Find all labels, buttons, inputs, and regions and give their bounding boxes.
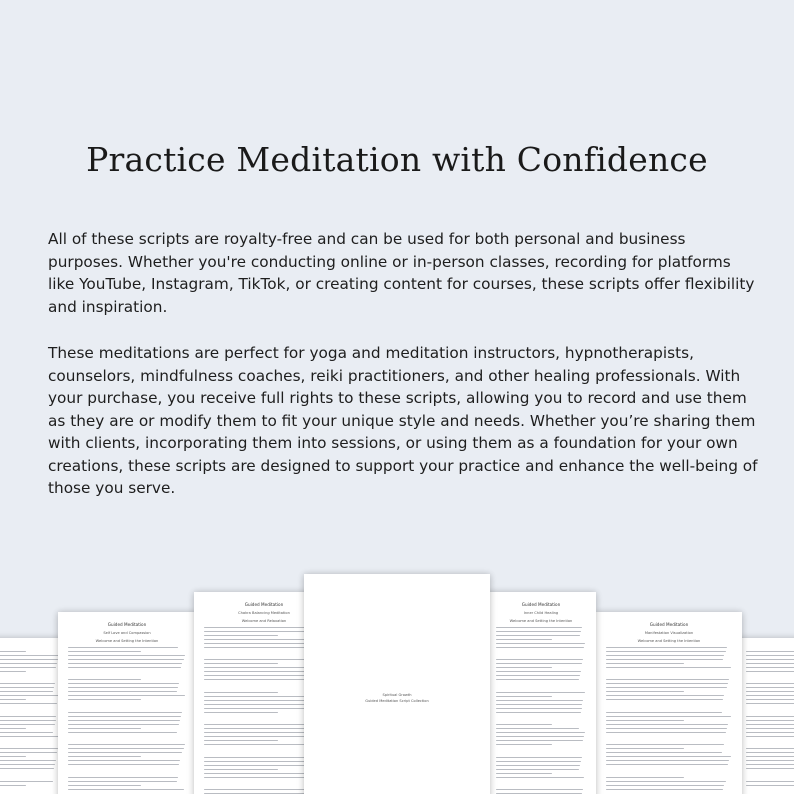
text-line [204, 667, 317, 668]
text-line [204, 765, 314, 766]
paragraph-gap [0, 740, 60, 746]
text-line [496, 732, 585, 733]
text-line [204, 789, 319, 790]
text-line [606, 756, 731, 757]
text-line [68, 691, 177, 692]
text-line [68, 655, 185, 656]
text-line [606, 647, 727, 648]
text-line [746, 732, 794, 733]
text-line [606, 655, 724, 656]
text-line [68, 732, 177, 733]
text-line [204, 761, 316, 762]
script-page-self-love [58, 612, 196, 794]
text-line [0, 748, 58, 749]
page-text-lines [606, 647, 732, 790]
text-line [0, 659, 58, 660]
text-line [204, 700, 319, 701]
text-line [68, 760, 180, 761]
text-line [606, 744, 724, 745]
text-line [496, 635, 580, 636]
text-line [606, 679, 729, 680]
text-line [496, 744, 552, 745]
text-line [204, 777, 320, 778]
paragraph-gap [746, 707, 794, 713]
script-page-inner-child [486, 592, 596, 794]
text-line [606, 732, 726, 733]
paragraph-gap [746, 772, 794, 778]
text-line [204, 659, 319, 660]
text-line [496, 761, 581, 762]
paragraph-gap [0, 772, 60, 778]
intro-paragraph: All of these scripts are royalty-free and can be used for both personal and business purposes. Whether you're conducting online or in-person classes, recording for platforms like YouTube, Instagram, TikTok, or creating content for courses, these scripts offer flexibility and inspiration. [48, 230, 755, 316]
paragraph-gap [0, 707, 60, 713]
text-line [0, 760, 56, 761]
page-title: Practice Meditation with Confidence [86, 140, 708, 180]
text-line [746, 655, 794, 656]
text-line [204, 769, 278, 770]
text-line [496, 789, 583, 790]
text-line [746, 728, 794, 729]
text-line [0, 720, 56, 721]
text-line [496, 736, 584, 737]
text-line [496, 643, 585, 644]
paragraph-gap [68, 736, 186, 742]
text-line [606, 748, 684, 749]
text-line [0, 699, 26, 700]
text-line [606, 728, 727, 729]
text-line [606, 687, 727, 688]
text-line [606, 691, 684, 692]
paragraph-gap [0, 675, 60, 681]
text-line [68, 712, 182, 713]
text-line [0, 655, 59, 656]
text-line [606, 777, 684, 778]
paragraph-gap [606, 736, 732, 742]
text-line [0, 728, 26, 729]
text-line [746, 699, 794, 700]
page-section: Welcome and Setting the Intention [509, 619, 573, 623]
paragraph-gap [496, 716, 586, 722]
text-line [68, 728, 141, 729]
text-line [68, 720, 180, 721]
text-line [68, 748, 184, 749]
page-subheading: Inner Child Healing [523, 611, 559, 615]
text-line [204, 736, 320, 737]
text-line [746, 667, 794, 668]
text-line [204, 631, 316, 632]
text-line [204, 635, 278, 636]
text-line [68, 651, 141, 652]
text-line [68, 716, 181, 717]
paragraph-gap [606, 768, 732, 774]
script-pages-preview [0, 560, 794, 794]
text-line [746, 756, 794, 757]
page-heading: Guided Meditation [521, 602, 561, 607]
text-line [204, 692, 278, 693]
text-line [496, 663, 582, 664]
page-subheading: Self Love and Compassion [103, 631, 151, 635]
text-line [68, 764, 179, 765]
text-line [68, 647, 178, 648]
text-line [68, 724, 179, 725]
text-line [496, 692, 585, 693]
text-line [68, 752, 182, 753]
text-line [0, 703, 57, 704]
text-line [496, 700, 583, 701]
text-line [204, 675, 314, 676]
text-line [204, 704, 318, 705]
page-heading: Guided Meditation [649, 622, 689, 627]
text-line [0, 732, 53, 733]
text-line [0, 756, 26, 757]
text-line [746, 720, 794, 721]
text-line [204, 627, 317, 628]
text-line [606, 712, 722, 713]
cover-title: Spiritual Growth [382, 693, 412, 697]
page-heading: Guided Meditation [244, 602, 284, 607]
text-line [746, 671, 794, 672]
text-line [68, 781, 177, 782]
paragraph-gap [496, 651, 586, 657]
paragraph-gap [496, 781, 586, 787]
text-line [496, 724, 552, 725]
text-line [606, 716, 731, 717]
text-line [606, 760, 729, 761]
text-line [746, 764, 794, 765]
text-line [496, 773, 552, 774]
text-line [746, 703, 794, 704]
paragraph-gap [746, 675, 794, 681]
text-line [496, 740, 583, 741]
text-line [746, 760, 794, 761]
text-line [606, 720, 684, 721]
page-text-lines [746, 651, 794, 786]
paragraph-gap [606, 703, 732, 709]
text-line [496, 712, 581, 713]
text-line [68, 687, 178, 688]
text-line [68, 679, 141, 680]
page-text-lines [496, 627, 586, 794]
text-line [204, 708, 317, 709]
text-line [0, 781, 53, 782]
text-line [68, 699, 141, 700]
text-line [0, 667, 56, 668]
text-line [606, 781, 726, 782]
text-line [68, 756, 141, 757]
text-line [746, 724, 794, 725]
text-line [606, 785, 724, 786]
text-line [496, 757, 582, 758]
paragraph-gap [606, 671, 732, 677]
text-line [0, 683, 55, 684]
page-section: Welcome and Relaxation [241, 619, 287, 623]
page-heading: Guided Meditation [107, 622, 147, 627]
text-line [68, 695, 185, 696]
text-line [204, 724, 314, 725]
text-line [68, 744, 185, 745]
text-line [606, 764, 728, 765]
text-line [68, 659, 184, 660]
text-line [496, 728, 579, 729]
text-line [0, 671, 26, 672]
text-line [0, 691, 53, 692]
text-line [204, 712, 278, 713]
text-line [746, 736, 794, 737]
paragraph-gap [68, 671, 186, 677]
page-subheading: Chakra Balancing Meditation [238, 611, 290, 615]
text-line [746, 695, 794, 696]
text-line [746, 785, 794, 786]
text-line [496, 659, 583, 660]
text-line [496, 647, 584, 648]
text-line [746, 716, 794, 717]
text-line [496, 765, 580, 766]
text-line [606, 651, 726, 652]
text-line [746, 651, 794, 652]
page-section: Welcome and Setting the Intention [637, 639, 701, 643]
text-line [0, 752, 57, 753]
text-line [496, 769, 579, 770]
script-page-manifestation [596, 612, 742, 794]
text-line [746, 691, 794, 692]
text-line [0, 663, 57, 664]
text-line [204, 663, 278, 664]
text-line [68, 777, 178, 778]
text-line [606, 663, 684, 664]
text-line [0, 785, 26, 786]
text-line [0, 768, 54, 769]
text-line [204, 744, 318, 745]
paragraph-gap [746, 740, 794, 746]
text-line [204, 647, 320, 648]
page-text-lines [68, 647, 186, 790]
text-line [68, 667, 181, 668]
text-line [606, 667, 731, 668]
text-line [496, 777, 584, 778]
text-line [496, 696, 552, 697]
text-line [606, 699, 723, 700]
text-line [0, 764, 55, 765]
script-collection-cover [304, 574, 490, 794]
text-line [496, 631, 581, 632]
text-line [496, 627, 582, 628]
text-line [204, 740, 278, 741]
text-line [68, 663, 182, 664]
text-line [746, 659, 794, 660]
page-section: Welcome and Setting the Intention [95, 639, 159, 643]
cover-subtitle: Guided Meditation Script Collection [365, 699, 429, 703]
text-line [496, 704, 582, 705]
audience-paragraph: These meditations are perfect for yoga and meditation instructors, hypnotherapists, counselors, mindfulness coaches, reiki practitioners, and other healing professionals. With your purchase, you receive full rights to these scripts, allowing you to record and use them as they are or modify them to fit your unique style and needs. Whether you’re sharing them with clients, incorporating them into sessions, or using them as a foundation for your own creations, these scripts are designed to support your practice and enhance the well-being of those you serve. [48, 344, 758, 497]
text-line [606, 659, 723, 660]
page-subheading: Manifestation Visualization [644, 631, 694, 635]
text-line [496, 708, 582, 709]
text-line [204, 696, 320, 697]
paragraph-gap [68, 768, 186, 774]
text-line [68, 683, 179, 684]
text-line [606, 789, 723, 790]
script-page-far-right [736, 638, 794, 794]
text-line [0, 651, 26, 652]
paragraph-gap [68, 703, 186, 709]
text-line [496, 679, 579, 680]
text-line [746, 768, 794, 769]
text-line [0, 687, 54, 688]
text-line [746, 683, 794, 684]
text-line [606, 695, 724, 696]
text-line [0, 716, 56, 717]
paragraph-gap [496, 683, 586, 689]
text-line [0, 736, 59, 737]
text-line [204, 671, 316, 672]
text-line [746, 687, 794, 688]
text-line [746, 752, 794, 753]
page-text-lines [0, 651, 60, 786]
text-line [746, 748, 794, 749]
text-line [606, 683, 728, 684]
text-line [496, 667, 552, 668]
text-line [746, 781, 794, 782]
text-line [496, 675, 580, 676]
text-line [606, 752, 722, 753]
text-line [496, 671, 581, 672]
text-line [606, 724, 728, 725]
text-line [204, 757, 317, 758]
text-line [68, 785, 141, 786]
text-line [0, 724, 55, 725]
text-line [68, 789, 184, 790]
text-line [0, 695, 59, 696]
text-line [746, 663, 794, 664]
paragraph-gap [496, 748, 586, 754]
text-line [496, 639, 552, 640]
